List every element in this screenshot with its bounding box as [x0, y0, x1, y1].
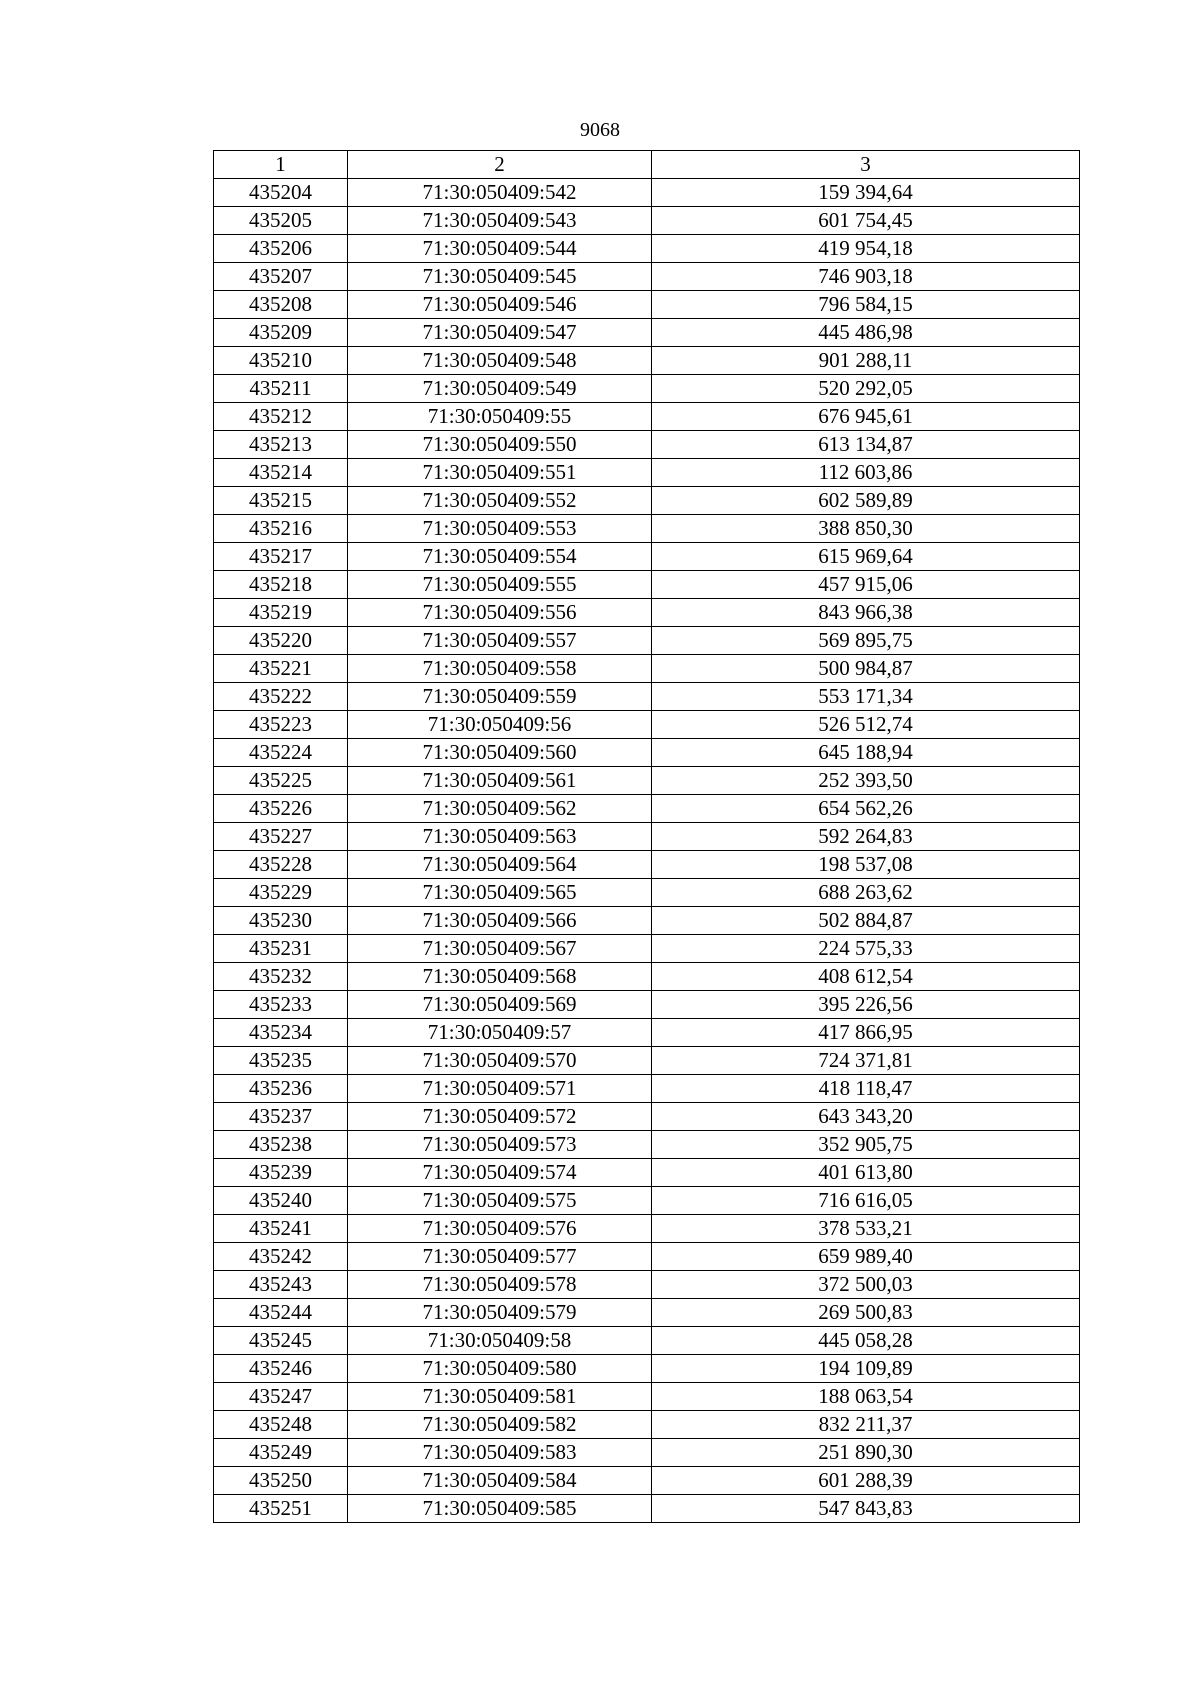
- cell-cadastral-number: 71:30:050409:566: [348, 907, 652, 935]
- header-row: [214, 151, 1080, 179]
- cell-value: 746 903,18: [652, 263, 1080, 291]
- cell-cadastral-number: 71:30:050409:58: [348, 1327, 652, 1355]
- cell-number: 435220: [214, 627, 348, 655]
- table-row: [214, 459, 1080, 487]
- table-row: [214, 319, 1080, 347]
- table-row: [214, 543, 1080, 571]
- cell-number: 435229: [214, 879, 348, 907]
- cell-number: 435243: [214, 1271, 348, 1299]
- cell-cadastral-number: 71:30:050409:560: [348, 739, 652, 767]
- cell-value: 654 562,26: [652, 795, 1080, 823]
- cell-cadastral-number: 71:30:050409:568: [348, 963, 652, 991]
- table-row: [214, 1047, 1080, 1075]
- table-row: [214, 1271, 1080, 1299]
- cell-cadastral-number: 71:30:050409:558: [348, 655, 652, 683]
- cell-number: 435236: [214, 1075, 348, 1103]
- cell-cadastral-number: 71:30:050409:563: [348, 823, 652, 851]
- cell-value: 352 905,75: [652, 1131, 1080, 1159]
- cell-cadastral-number: 71:30:050409:552: [348, 487, 652, 515]
- cell-value: 613 134,87: [652, 431, 1080, 459]
- table-row: [214, 263, 1080, 291]
- cell-cadastral-number: 71:30:050409:555: [348, 571, 652, 599]
- table-row: [214, 235, 1080, 263]
- table-row: [214, 739, 1080, 767]
- cell-number: 435215: [214, 487, 348, 515]
- table-row: [214, 1439, 1080, 1467]
- data-table: [213, 150, 1080, 1523]
- cell-cadastral-number: 71:30:050409:544: [348, 235, 652, 263]
- cell-number: 435224: [214, 739, 348, 767]
- table-row: [214, 963, 1080, 991]
- table-row: [214, 1187, 1080, 1215]
- cell-number: 435245: [214, 1327, 348, 1355]
- cell-number: 435235: [214, 1047, 348, 1075]
- cell-number: 435249: [214, 1439, 348, 1467]
- cell-number: 435240: [214, 1187, 348, 1215]
- cell-cadastral-number: 71:30:050409:57: [348, 1019, 652, 1047]
- cell-cadastral-number: 71:30:050409:581: [348, 1383, 652, 1411]
- cell-value: 547 843,83: [652, 1495, 1080, 1523]
- cell-value: 457 915,06: [652, 571, 1080, 599]
- cell-number: 435239: [214, 1159, 348, 1187]
- cell-value: 553 171,34: [652, 683, 1080, 711]
- table-row: [214, 403, 1080, 431]
- table-row: [214, 431, 1080, 459]
- cell-value: 395 226,56: [652, 991, 1080, 1019]
- table-row: [214, 1467, 1080, 1495]
- cell-cadastral-number: 71:30:050409:573: [348, 1131, 652, 1159]
- column-header-3: 3: [652, 151, 1080, 179]
- table-row: [214, 347, 1080, 375]
- cell-cadastral-number: 71:30:050409:578: [348, 1271, 652, 1299]
- cell-value: 378 533,21: [652, 1215, 1080, 1243]
- cell-value: 615 969,64: [652, 543, 1080, 571]
- cell-cadastral-number: 71:30:050409:577: [348, 1243, 652, 1271]
- cell-value: 408 612,54: [652, 963, 1080, 991]
- cell-value: 643 343,20: [652, 1103, 1080, 1131]
- cell-cadastral-number: 71:30:050409:567: [348, 935, 652, 963]
- table-row: [214, 1327, 1080, 1355]
- cell-value: 724 371,81: [652, 1047, 1080, 1075]
- cell-cadastral-number: 71:30:050409:549: [348, 375, 652, 403]
- table-row: [214, 627, 1080, 655]
- table-row: [214, 823, 1080, 851]
- cell-number: 435206: [214, 235, 348, 263]
- cell-value: 224 575,33: [652, 935, 1080, 963]
- table-row: [214, 1355, 1080, 1383]
- cell-value: 372 500,03: [652, 1271, 1080, 1299]
- cell-cadastral-number: 71:30:050409:562: [348, 795, 652, 823]
- cell-value: 843 966,38: [652, 599, 1080, 627]
- cell-cadastral-number: 71:30:050409:580: [348, 1355, 652, 1383]
- table-row: [214, 291, 1080, 319]
- cell-cadastral-number: 71:30:050409:56: [348, 711, 652, 739]
- cell-number: 435250: [214, 1467, 348, 1495]
- cell-cadastral-number: 71:30:050409:545: [348, 263, 652, 291]
- table-row: [214, 683, 1080, 711]
- cell-number: 435207: [214, 263, 348, 291]
- cell-cadastral-number: 71:30:050409:582: [348, 1411, 652, 1439]
- cell-number: 435212: [214, 403, 348, 431]
- cell-cadastral-number: 71:30:050409:542: [348, 179, 652, 207]
- cell-cadastral-number: 71:30:050409:564: [348, 851, 652, 879]
- table-row: [214, 879, 1080, 907]
- cell-cadastral-number: 71:30:050409:569: [348, 991, 652, 1019]
- cell-value: 388 850,30: [652, 515, 1080, 543]
- cell-cadastral-number: 71:30:050409:553: [348, 515, 652, 543]
- cell-number: 435222: [214, 683, 348, 711]
- table-row: [214, 907, 1080, 935]
- cell-value: 194 109,89: [652, 1355, 1080, 1383]
- cell-number: 435213: [214, 431, 348, 459]
- table-row: [214, 1103, 1080, 1131]
- cell-number: 435231: [214, 935, 348, 963]
- cell-cadastral-number: 71:30:050409:571: [348, 1075, 652, 1103]
- table-row: [214, 711, 1080, 739]
- cell-number: 435223: [214, 711, 348, 739]
- cell-cadastral-number: 71:30:050409:575: [348, 1187, 652, 1215]
- cell-number: 435225: [214, 767, 348, 795]
- cell-value: 716 616,05: [652, 1187, 1080, 1215]
- cell-value: 159 394,64: [652, 179, 1080, 207]
- column-header-2: 2: [348, 151, 652, 179]
- cell-number: 435242: [214, 1243, 348, 1271]
- cell-number: 435204: [214, 179, 348, 207]
- cell-cadastral-number: 71:30:050409:543: [348, 207, 652, 235]
- cell-value: 688 263,62: [652, 879, 1080, 907]
- cell-cadastral-number: 71:30:050409:585: [348, 1495, 652, 1523]
- table-row: [214, 515, 1080, 543]
- cell-cadastral-number: 71:30:050409:548: [348, 347, 652, 375]
- cell-cadastral-number: 71:30:050409:574: [348, 1159, 652, 1187]
- cell-number: 435246: [214, 1355, 348, 1383]
- cell-cadastral-number: 71:30:050409:546: [348, 291, 652, 319]
- cell-value: 500 984,87: [652, 655, 1080, 683]
- cell-number: 435241: [214, 1215, 348, 1243]
- cell-cadastral-number: 71:30:050409:576: [348, 1215, 652, 1243]
- cell-value: 198 537,08: [652, 851, 1080, 879]
- table-row: [214, 1383, 1080, 1411]
- cell-number: 435230: [214, 907, 348, 935]
- cell-value: 417 866,95: [652, 1019, 1080, 1047]
- table-row: [214, 1159, 1080, 1187]
- cell-value: 251 890,30: [652, 1439, 1080, 1467]
- cell-value: 569 895,75: [652, 627, 1080, 655]
- cell-value: 526 512,74: [652, 711, 1080, 739]
- cell-value: 401 613,80: [652, 1159, 1080, 1187]
- cell-value: 676 945,61: [652, 403, 1080, 431]
- table-row: [214, 1299, 1080, 1327]
- cell-value: 601 288,39: [652, 1467, 1080, 1495]
- table-row: [214, 599, 1080, 627]
- cell-number: 435237: [214, 1103, 348, 1131]
- cell-number: 435226: [214, 795, 348, 823]
- cell-value: 445 058,28: [652, 1327, 1080, 1355]
- table-row: [214, 179, 1080, 207]
- cell-number: 435248: [214, 1411, 348, 1439]
- table-row: [214, 375, 1080, 403]
- cell-number: 435238: [214, 1131, 348, 1159]
- table-row: [214, 1495, 1080, 1523]
- cell-value: 796 584,15: [652, 291, 1080, 319]
- table-row: [214, 1243, 1080, 1271]
- cell-value: 188 063,54: [652, 1383, 1080, 1411]
- cell-number: 435234: [214, 1019, 348, 1047]
- cell-value: 901 288,11: [652, 347, 1080, 375]
- cell-cadastral-number: 71:30:050409:579: [348, 1299, 652, 1327]
- cell-cadastral-number: 71:30:050409:572: [348, 1103, 652, 1131]
- table-header: [214, 151, 1080, 179]
- table-row: [214, 851, 1080, 879]
- cell-value: 645 188,94: [652, 739, 1080, 767]
- cell-number: 435228: [214, 851, 348, 879]
- cell-value: 502 884,87: [652, 907, 1080, 935]
- cell-value: 832 211,37: [652, 1411, 1080, 1439]
- cell-number: 435221: [214, 655, 348, 683]
- cell-cadastral-number: 71:30:050409:559: [348, 683, 652, 711]
- cell-cadastral-number: 71:30:050409:565: [348, 879, 652, 907]
- cell-cadastral-number: 71:30:050409:561: [348, 767, 652, 795]
- cell-number: 435227: [214, 823, 348, 851]
- cell-number: 435247: [214, 1383, 348, 1411]
- cell-value: 112 603,86: [652, 459, 1080, 487]
- cell-number: 435214: [214, 459, 348, 487]
- cell-value: 269 500,83: [652, 1299, 1080, 1327]
- table-row: [214, 1215, 1080, 1243]
- page-number: 9068: [580, 119, 620, 141]
- cell-cadastral-number: 71:30:050409:551: [348, 459, 652, 487]
- table-row: [214, 1075, 1080, 1103]
- cell-cadastral-number: 71:30:050409:557: [348, 627, 652, 655]
- cell-value: 601 754,45: [652, 207, 1080, 235]
- cell-number: 435210: [214, 347, 348, 375]
- cell-value: 252 393,50: [652, 767, 1080, 795]
- cell-cadastral-number: 71:30:050409:554: [348, 543, 652, 571]
- cell-number: 435232: [214, 963, 348, 991]
- cell-cadastral-number: 71:30:050409:556: [348, 599, 652, 627]
- cell-value: 445 486,98: [652, 319, 1080, 347]
- cell-cadastral-number: 71:30:050409:583: [348, 1439, 652, 1467]
- cell-number: 435209: [214, 319, 348, 347]
- cell-number: 435219: [214, 599, 348, 627]
- cell-number: 435244: [214, 1299, 348, 1327]
- table-row: [214, 1131, 1080, 1159]
- table-row: [214, 795, 1080, 823]
- cell-number: 435218: [214, 571, 348, 599]
- table-row: [214, 1019, 1080, 1047]
- cell-value: 520 292,05: [652, 375, 1080, 403]
- cell-number: 435217: [214, 543, 348, 571]
- cell-value: 659 989,40: [652, 1243, 1080, 1271]
- cell-number: 435205: [214, 207, 348, 235]
- table-row: [214, 991, 1080, 1019]
- table-row: [214, 1411, 1080, 1439]
- table-row: [214, 935, 1080, 963]
- cell-cadastral-number: 71:30:050409:547: [348, 319, 652, 347]
- cell-number: 435216: [214, 515, 348, 543]
- cell-value: 419 954,18: [652, 235, 1080, 263]
- cell-number: 435208: [214, 291, 348, 319]
- cell-cadastral-number: 71:30:050409:550: [348, 431, 652, 459]
- table-row: [214, 655, 1080, 683]
- cell-value: 602 589,89: [652, 487, 1080, 515]
- cell-number: 435251: [214, 1495, 348, 1523]
- cell-cadastral-number: 71:30:050409:584: [348, 1467, 652, 1495]
- cell-value: 592 264,83: [652, 823, 1080, 851]
- cell-cadastral-number: 71:30:050409:55: [348, 403, 652, 431]
- table-body: [214, 179, 1080, 1523]
- column-header-1: 1: [214, 151, 348, 179]
- cell-value: 418 118,47: [652, 1075, 1080, 1103]
- cell-cadastral-number: 71:30:050409:570: [348, 1047, 652, 1075]
- cell-number: 435211: [214, 375, 348, 403]
- table-row: [214, 767, 1080, 795]
- table-row: [214, 487, 1080, 515]
- table-row: [214, 207, 1080, 235]
- table-row: [214, 571, 1080, 599]
- cell-number: 435233: [214, 991, 348, 1019]
